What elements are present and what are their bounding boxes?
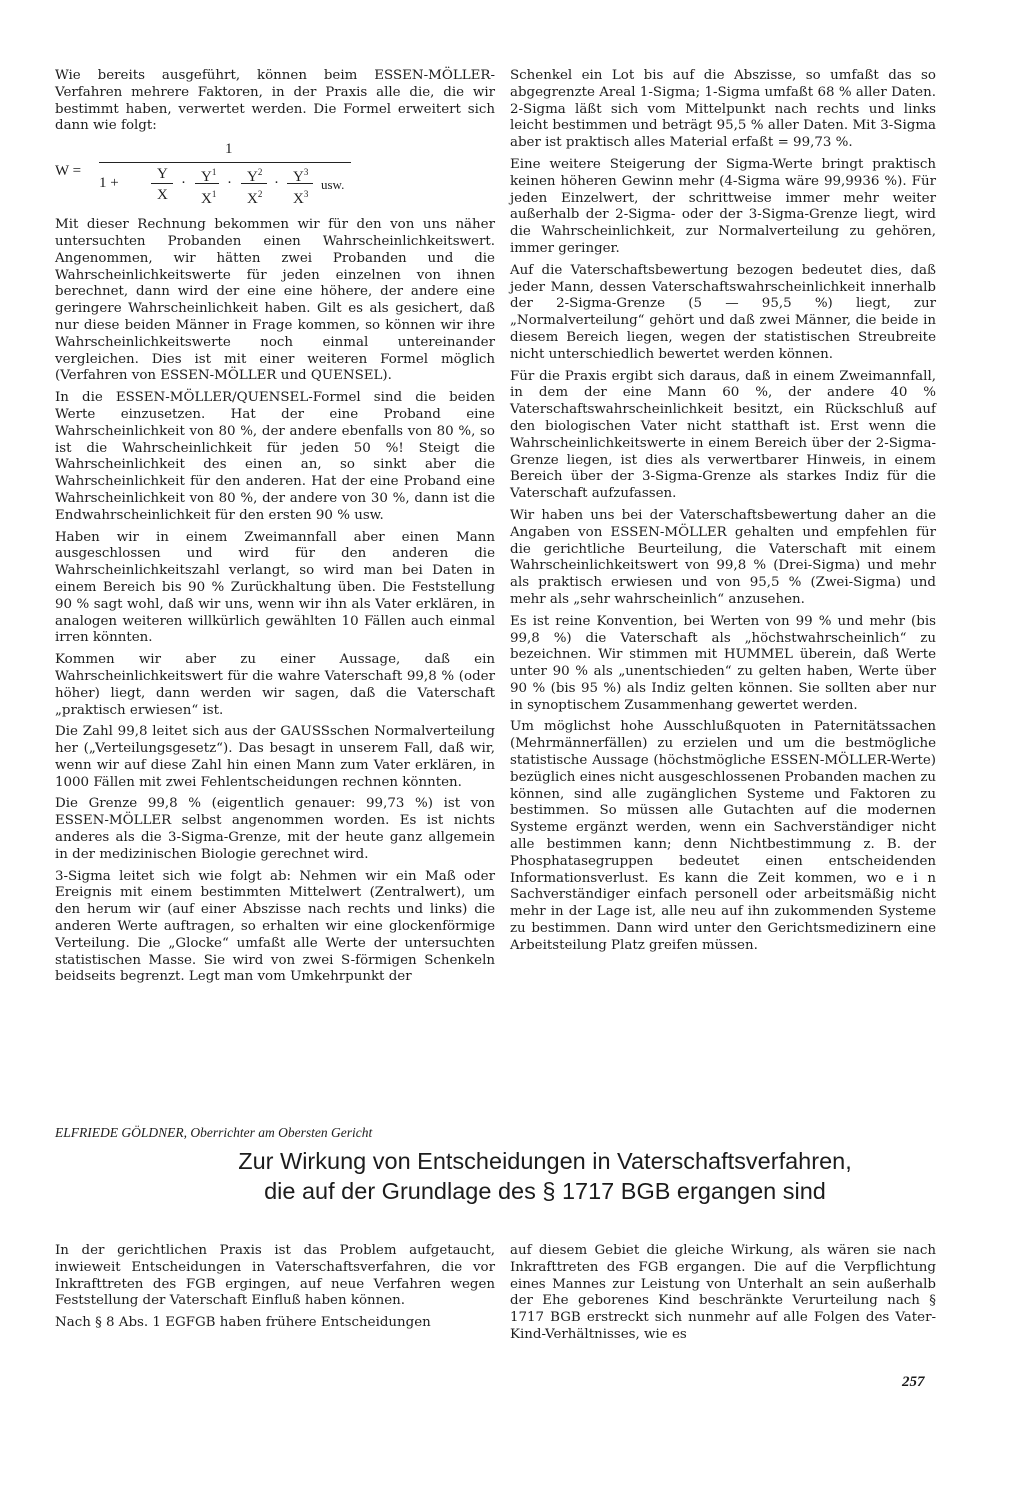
paragraph: Um möglichst hohe Ausschlußquoten in Paternitätssachen (Mehrmännerfällen) zu erzielen und um die bestmögliche statistische Aussage (höchstmögliche ESSEN-MÖLLER-Werte) bezüglich eines nicht ausgeschlossenen Probanden machen zu können, sind alle zugänglichen Systeme und Faktoren zu bestimmen. So müssen alle Gutachten auf die modernen Systeme ergänzt werden, wenn ein Sachverständiger nicht alle bestimmen kann; denn Nichtbestimmung z. B. der Phosphatasegruppen bedeutet einen entscheidenden Informationsverlust. Es kann die Zeit kommen, wo e i n Sachverständiger einfach personell oder arbeitsmäßig nicht mehr in der Lage ist, alle neu auf ihn zukommenden Systeme zu bestimmen. Dann wird unter den Gerichtsmedizinern eine Arbeitsteilung Platz greifen müssen.: [510, 719, 936, 953]
formula-y3: $Y^3$: [293, 167, 309, 186]
paragraph: In die ESSEN-MÖLLER/QUENSEL-Formel sind die beiden Werte einzusetzen. Hat der eine Proband eine Wahrscheinlichkeit von 80 %, der andere ebenfalls von 80 %, so ist die Wahrscheinlichkeit für jeden 50 %! Steigt die Wahrscheinlichkeit des einen an, so sinkt aber die Wahrscheinlichkeit für den anderen. Hat der eine Proband eine Wahrscheinlichkeit von 80 %, der andere von 30 %, dann ist die Endwahrscheinlichkeit für den ersten 90 % usw.: [55, 390, 495, 523]
paragraph: Wie bereits ausgeführt, können beim ESSEN-MÖLLER-Verfahren mehrere Faktoren, in der Praxis alle die, die wir bestimmt haben, verwertet werden. Die Formel erweitert sich dann wie folgt:: [55, 68, 495, 134]
second-article-column-left: [55, 1243, 495, 1337]
formula-fraction-line: [241, 183, 267, 184]
paragraph: Haben wir in einem Zweimannfall aber einen Mann ausgeschlossen und wird für den anderen die Wahrscheinlichkeitszahl verlangt, so wird man bei Daten in einem Bereich bis 90 % Zurückhaltung üben. Die Feststellung 90 % sagt wohl, daß wir uns, wenn wir ihn als Vater erklären, in analogen weiteren willkürlich gewählten 10 Fällen auch einmal irren könnten.: [55, 529, 495, 646]
paragraph: Die Zahl 99,8 leitet sich aus der GAUSSschen Normalverteilung her („Verteilungsgesetz“). Das besagt in unserem Fall, daß wir, wenn wir auf diese Zahl hin einen Mann zum Vater erklären, in 1000 Fällen mit zwei Fehlentscheidungen rechnen könnten.: [55, 724, 495, 790]
formula-numerator: 1: [225, 141, 233, 158]
paragraph: auf diesem Gebiet die gleiche Wirkung, als wären sie nach Inkrafttreten des FGB ergangen. Die auf die Verpflichtung eines Mannes zur Leistung von Unterhalt an sein außerhalb der Ehe geborenes Kind beschränkte Verurteilung nach § 1717 BGB erstreckt sich nunmehr auf alle Folgen des Vater-Kind-Verhältnisses, wie es: [510, 1243, 936, 1342]
paragraph: Auf die Vaterschaftsbewertung bezogen bedeutet dies, daß jeder Mann, dessen Vaterschaftswahrscheinlichkeit innerhalb der 2-Sigma-Grenze (5 — 95,5 %) liegt, zur „Normalverteilung“ gehört und daß zwei Männer, die beide in diesem Bereich liegen, wegen der statistischen Streubreite nicht unterschiedlich bewertet werden können.: [510, 262, 936, 362]
formula-x2: $X^2$: [247, 189, 263, 208]
paragraph: Mit dieser Rechnung bekommen wir für den von uns näher untersuchten Probanden einen Wahrscheinlichkeitswert. Angenommen, wir hätten zwei Probanden und die Wahrscheinlichkeitswerte für jeden einzelnen von ihnen berechnet, dann wird der eine eine höhere, der andere eine geringere Wahrscheinlichkeit haben. Gilt es als gesichert, daß nur diese beiden Männer in Frage kommen, so können wir ihre Wahrscheinlichkeitswerte noch einmal untereinander vergleichen. Dies ist mit einer weiteren Formel möglich (Verfahren von ESSEN-MÖLLER und QUENSEL).: [55, 217, 495, 384]
formula-x: X: [157, 187, 168, 204]
paragraph: Schenkel ein Lot bis auf die Abszisse, so umfaßt das so abgegrenzte Areal 1-Sigma; 1-Sigma umfaßt 68 % aller Daten. 2-Sigma läßt sich vom Mittelpunkt nach rechts und links leicht bestimmen und beträgt 95,5 % aller Daten. Mit 3-Sigma aber ist praktisch alles Material erfaßt = 99,73 %.: [510, 68, 936, 151]
formula-dot: ·: [181, 175, 186, 192]
formula-fraction-line: [151, 183, 173, 184]
formula-dot: ·: [227, 175, 232, 192]
formula-dot: ·: [274, 175, 279, 192]
paragraph: Es ist reine Konvention, bei Werten von 99 % und mehr (bis 99,8 %) die Vaterschaft als „höchstwahrscheinlich“ zu bezeichnen. Wir stimmen mit HUMMEL überein, daß Werte unter 90 % als „unentschieden“ zu gelten haben, Werte über 90 % (bis 95 %) als Indiz gelten können. Sie sollten aber nur in synoptischem Zusammenhang gewertet werden.: [510, 613, 936, 713]
article-column-left: [55, 68, 495, 991]
formula-usw: usw.: [321, 177, 345, 193]
page-number: 257: [902, 1374, 925, 1390]
paragraph: In der gerichtlichen Praxis ist das Problem aufgetaucht, inwieweit Entscheidungen in Vaterschaftsverfahren, die vor Inkrafttreten des FGB ergingen, auf neue Verfahren wegen Feststellung der Vaterschaft Einfluß haben können.: [55, 1243, 495, 1309]
paragraph: Nach § 8 Abs. 1 EGFGB haben frühere Entscheidungen: [55, 1315, 431, 1331]
paragraph: 3-Sigma leitet sich wie folgt ab: Nehmen wir ein Maß oder Ereignis mit einem bestimmten Mittelwert (Zentralwert), um den herum wir (auf einer Abszisse nach rechts und links) die anderen Werte auftragen, so erhalten wir eine glockenförmige Verteilung. Die „Glocke“ umfaßt alle Werte der untersuchten statistischen Masse. Sie wird von zwei S-förmigen Schenkeln beidseits begrenzt. Legt man vom Umkehrpunkt der: [55, 868, 495, 985]
headline-line: die auf der Grundlage des § 1717 BGB ergangen sind: [264, 1178, 826, 1204]
paragraph: Die Grenze 99,8 % (eigentlich genauer: 99,73 %) ist von ESSEN-MÖLLER selbst angenommen worden. Es ist nichts anderes als die 3-Sigma-Grenze, mit der heute ganz allgemein in der medizinischen Biologie gerechnet wird.: [55, 796, 495, 862]
author-byline: ELFRIEDE GÖLDNER, Oberrichter am Obersten Gericht: [55, 1125, 373, 1140]
formula-y: Y: [157, 166, 168, 183]
article-column-right: [510, 68, 936, 960]
second-article-column-right: [510, 1243, 936, 1349]
paragraph: Wir haben uns bei der Vaterschaftsbewertung daher an die Angaben von ESSEN-MÖLLER gehalten und empfehlen für die gerichtliche Beurteilung, die Vaterschaft mit einem Wahrscheinlichkeitswert von 99,8 % (Drei-Sigma) und mehr als praktisch erwiesen und von 95,5 % (Zwei-Sigma) und mehr als „sehr wahrscheinlich“ anzusehen.: [510, 507, 936, 607]
formula-x3: $X^3$: [293, 189, 309, 208]
article-headline: [120, 1146, 970, 1206]
formula-x1: $X^1$: [201, 189, 217, 208]
formula-one-plus: 1 +: [99, 175, 119, 192]
paragraph: Für die Praxis ergibt sich daraus, daß in einem Zweimannfall, in dem der eine Mann 60 %, der andere 40 % Vaterschaftswahrscheinlichkeit besitzt, ein Rückschluß auf den biologischen Vater nicht statthaft ist. Erst wenn die Wahrscheinlichkeitswerte in einem Bereich über der 2-Sigma-Grenze liegen, ist dies als verwertbarer Hinweis, in einem Bereich über der 3-Sigma-Grenze als starkes Indiz für die Vaterschaft aufzufassen.: [510, 368, 936, 502]
formula-y1: $Y^1$: [201, 167, 217, 186]
paragraph: Kommen wir aber zu einer Aussage, daß ein Wahrscheinlichkeitswert für die wahre Vaterschaft 99,8 % (oder höher) liegt, dann werden wir sagen, daß die Vaterschaft „praktisch erwiesen“ ist.: [55, 652, 495, 718]
paragraph: Eine weitere Steigerung der Sigma-Werte bringt praktisch keinen höheren Gewinn mehr (4-Sigma wäre 99,9936 %). Für jeden Einzelwert, der schrittweise immer mehr weiter außerhalb der 2-Sigma- oder der 3-Sigma-Grenze liegt, wird die Wahrscheinlichkeit, zur Normalverteilung zu gehören, immer geringer.: [510, 156, 936, 256]
essen-moeller-formula: [55, 141, 495, 207]
formula-y2: $Y^2$: [247, 167, 263, 186]
formula-lhs: W =: [55, 163, 82, 180]
formula-fraction-line: [287, 183, 313, 184]
formula-main-fraction-line: [99, 162, 351, 163]
headline-line: Zur Wirkung von Entscheidungen in Vaterschaftsverfahren,: [238, 1148, 852, 1174]
formula-fraction-line: [195, 183, 219, 184]
